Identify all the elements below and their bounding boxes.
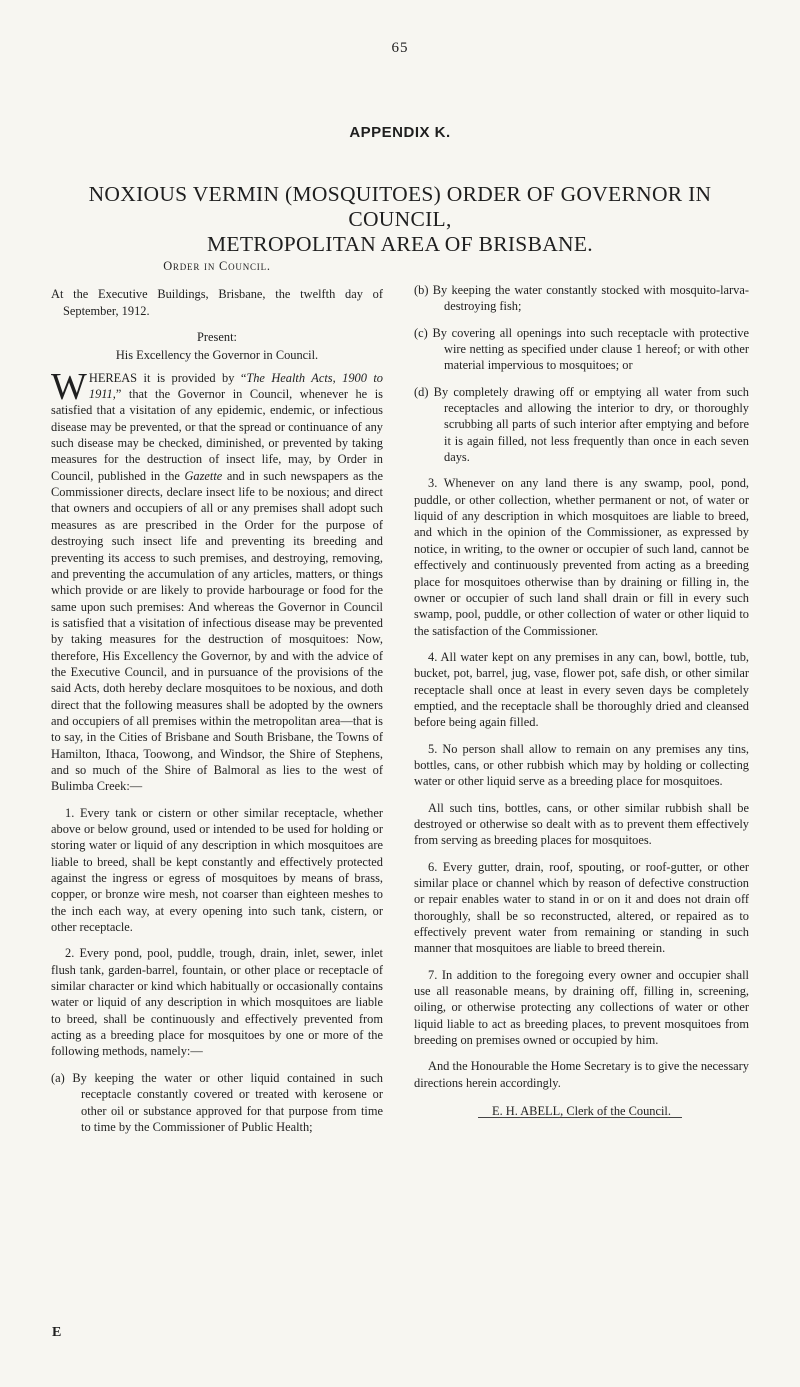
order-heading: Order in Council. — [163, 259, 271, 273]
clause-2a: (a) By keeping the water or other liquid contained in such receptacle constantly covered or treated with kerosene or other oil or substance approved for that purpose from time to time by the Commissioner of Public Health; — [51, 1070, 383, 1134]
appendix-label: APPENDIX K. — [349, 124, 451, 141]
clause-2c: (c) By covering all openings into such receptacle with protective wire netting as specified under clause 1 hereof; or with other material impervious to mosquitoes; or — [414, 325, 749, 373]
clause-2b: (b) By keeping the water constantly stocked with mosquito-larva-destroying fish; — [414, 283, 749, 314]
present-name: His Excellency the Governor in Council. — [115, 348, 319, 363]
clause-4: 4. All water kept on any premises in any can, bowl, bottle, tub, bucket, pot, barrel, jug, vase, flower pot, safe dish, or other similar receptacle shall once at least in every seven days be completely emptied, and the receptacle shall be thoroughly dried and cleansed before being again filled. — [414, 649, 749, 730]
clause-6: 6. Every gutter, drain, roof, spouting, or roof-gutter, or other similar place or channel which by reason of defective construction or repair enables water to stand in or on it and does not drain off thoroughly, shall be so reconstructed, altered, or repaired as to effectively prevent water from remaining or standing in such manner that mosquitoes are liable to breed therein. — [414, 859, 749, 956]
clause-5: 5. No person shall allow to remain on any premises any tins, bottles, cans, or other rubbish which may by holding or collecting water or other liquid serve as a breeding place for mosquitoes. — [414, 741, 749, 789]
preamble-paragraph — [51, 365, 384, 795]
preamble-text-2: ” that the Governor in Council, whenever he is satisfied that a visitation of any epidemic, endemic, or infectious disease may be prevented, or that the spread or continuance of any such disease may be checked, diminished, or prevented by taking measures for the destruction of insect life, may, by Order in Council, published in the — [51, 387, 383, 483]
dropcap-letter: W — [51, 365, 87, 408]
preamble-text-1: HEREAS it is provided by “ — [88, 370, 247, 385]
preamble-gazette: Gazette — [184, 468, 223, 483]
preamble-text-3: and in such newspapers as the Commissioner directs, declare insect life to be noxious; and direct that owners and occupiers of all or any premises shall adopt such measures as are prescribed in the Order for the purpose of destroying such insect life and preventing its breeding and preventing its access to such premises, and destroying, removing, and preventing the accumulation of any articles, matters, or things which provide or are likely to provide harbourage or food for the same upon such premises: And whereas the Governor in Council is satisfied that a visitation of infectious disease may be prevented by taking measures for the destruction of mosquitoes: Now, therefore, His Excellency the Governor, by and with the advice of the Executive Council, and in pursuance of the provisions of the said Acts, doth hereby declare mosquitoes to be noxious, and doth direct that the following measures shall be adopted by the owners and occupiers of all premises within the metropolitan area—that is to say, in the Cities of Brisbane and South Brisbane, the Towns of Hamilton, Ithaca, Toowong, and Windsor, the Shire of Stephens, and so much of the Shire of Balmoral as lies to the west of Bulimba Creek:— — [51, 468, 384, 794]
signature: E. H. ABELL, Clerk of the Council. — [492, 1104, 671, 1119]
clause-2d: (d) By completely drawing off or emptying all water from such receptacles and allowing the interior to dry, or thoroughly scrubbing all parts of such interior after emptying and before it is again filled, not less frequently than once in each seven days. — [414, 384, 749, 465]
right-column — [414, 282, 749, 1129]
present-label: Present: — [197, 330, 237, 345]
clause-5-rubbish: All such tins, bottles, cans, or other similar rubbish shall be destroyed or otherwise so dealt with as to prevent them effectively from serving as breeding places for mosquitoes. — [414, 800, 749, 848]
title-line-1: NOXIOUS VERMIN (MOSQUITOES) ORDER OF GOVERNOR IN COUNCIL, — [88, 182, 712, 231]
clause-1: 1. Every tank or cistern or other similar receptacle, whether above or below ground, used or intended to be used for holding or storing water or liquid of any description in which mosquitoes are liable to breed, shall be kept constantly and effectively protected against the ingress or egress of mosquitoes by means of brass, copper, or bronze wire mesh, not coarser than eighteen meshes to the inch each way, at every opening into such tank, cistern, or other receptacle. — [51, 805, 383, 935]
signature-mark: E — [52, 1325, 62, 1340]
left-column — [51, 258, 383, 1145]
clause-3: 3. Whenever on any land there is any swamp, pool, pond, puddle, or other collection, whether permanent or not, of water or liquid of any description in which mosquitoes are liable to breed, and which in the opinion of the Commissioner, as expressed by notice, in writing, to the owner or occupier of such land, cannot be effectively and continuously prevented from acting as a breeding place for mosquitoes otherwise than by draining or filling in, the owner or occupier of such land shall drain or fill in every such swamp, pool, puddle, or other collection of water or other liquid to the satisfaction of the Commissioner. — [414, 476, 749, 638]
end-rule — [478, 1117, 682, 1118]
title-line-2: METROPOLITAN AREA OF BRISBANE. — [207, 232, 593, 256]
closing-direction: And the Honourable the Home Secretary is to give the necessary directions herein accordingly. — [414, 1059, 749, 1090]
place-date: At the Executive Buildings, Brisbane, the twelfth day of September, 1912. — [51, 287, 383, 318]
document-title — [40, 182, 760, 257]
clause-7: 7. In addition to the foregoing every owner and occupier shall use all reasonable means, by draining off, filling in, screening, oiling, or otherwise protecting any collections of water or other liquid liable to act as breeding places, to prevent mosquitoes from breeding on premises owned or occupied by him. — [414, 967, 749, 1048]
clause-2: 2. Every pond, pool, puddle, trough, drain, inlet, sewer, inlet flush tank, garden-barrel, fountain, or other place or receptacle of similar character or kind which habitually or occasionally contains water or liquid of any description in which mosquitoes are liable to breed, shall be continuously and effectively prevented from acting as a breeding place for mosquitoes by one or more of the following methods, namely:— — [51, 946, 383, 1059]
page-number: 65 — [391, 40, 409, 56]
preamble-acts-title: The Health Acts, 1900 to 1911, — [88, 370, 384, 402]
